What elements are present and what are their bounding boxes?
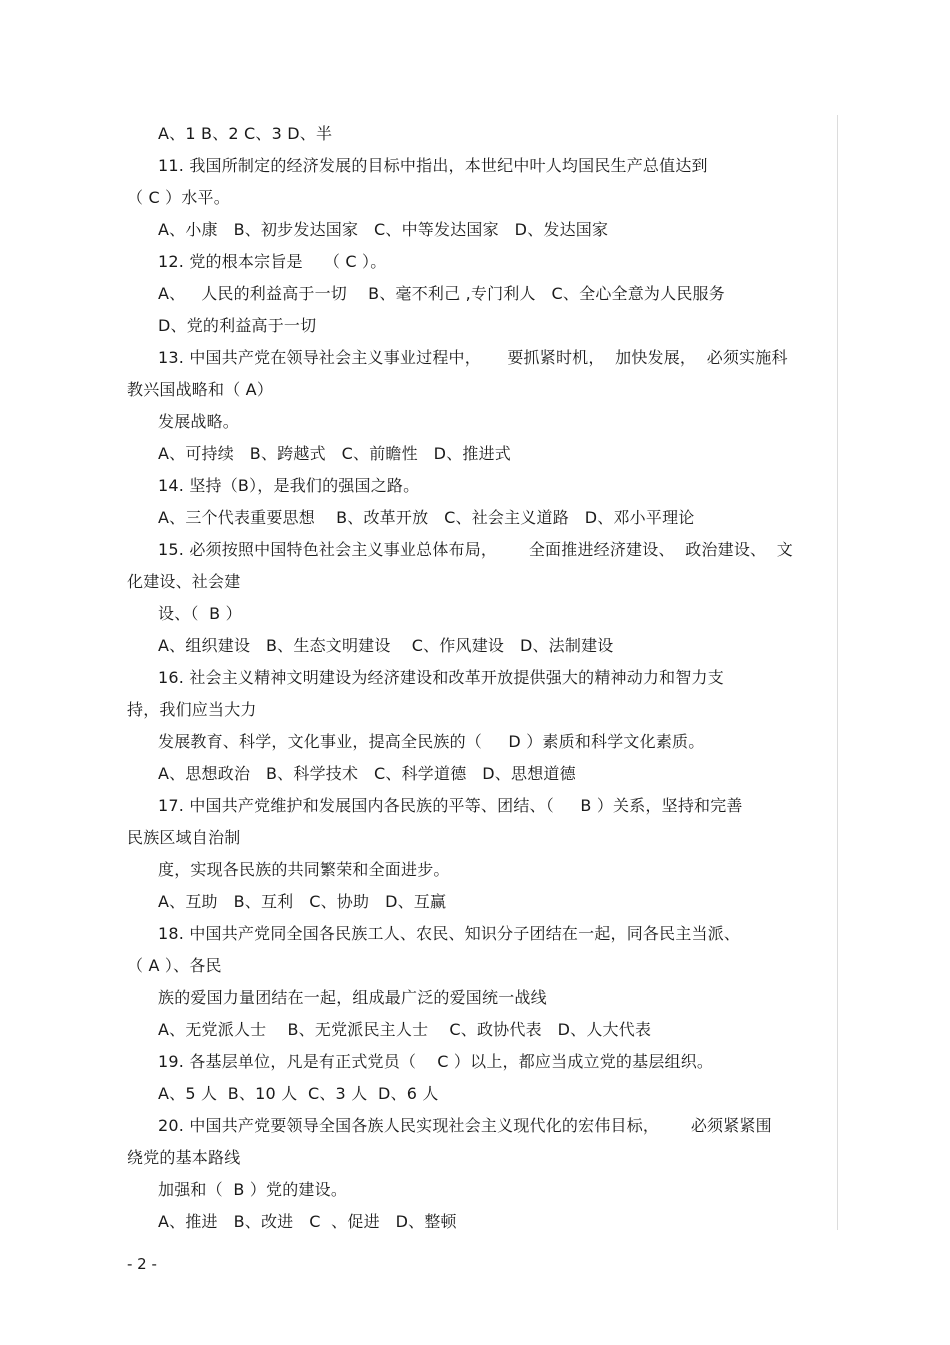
- text-line: A、思想政治 B、科学技术 C、科学道德 D、思想道德: [158, 764, 576, 783]
- text-line: 绕党的基本路线: [127, 1148, 241, 1167]
- text-line: A、推进 B、改进 C 、促进 D、整顿: [158, 1212, 457, 1231]
- text-line: A、5 人 B、10 人 C、3 人 D、6 人: [158, 1084, 439, 1103]
- text-line: 持，我们应当大力: [127, 700, 257, 719]
- text-line: 发展教育、科学，文化事业，提高全民族的（ D ）素质和科学文化素质。: [158, 732, 705, 751]
- text-line: A、1 B、2 C、3 D、半: [158, 124, 333, 143]
- text-line: A、可持续 B、跨越式 C、前瞻性 D、推进式: [158, 444, 511, 463]
- text-line: 17. 中国共产党维护和发展国内各民族的平等、团结、（ B ）关系，坚持和完善: [158, 796, 743, 815]
- text-line: 13. 中国共产党在领导社会主义事业过程中， 要抓紧时机， 加快发展， 必须实施科: [158, 348, 788, 367]
- text-line: 族的爱国力量团结在一起，组成最广泛的爱国统一战线: [158, 988, 547, 1007]
- text-line: D、党的利益高于一切: [158, 316, 317, 335]
- text-line: 加强和（ B ）党的建设。: [158, 1180, 348, 1199]
- text-line: 18. 中国共产党同全国各民族工人、农民、知识分子团结在一起，同各民主当派、: [158, 924, 741, 943]
- text-line: 民族区域自治制: [127, 828, 241, 847]
- text-line: 11. 我国所制定的经济发展的目标中指出，本世纪中叶人均国民生产总值达到: [158, 156, 708, 175]
- text-line: （ C ）水平。: [127, 188, 230, 207]
- text-line: 度，实现各民族的共同繁荣和全面进步。: [158, 860, 450, 879]
- text-line: A、无党派人士 B、无党派民主人士 C、政协代表 D、人大代表: [158, 1020, 652, 1039]
- text-line: 发展战略。: [158, 412, 240, 431]
- text-line: （ A ）、各民: [127, 956, 222, 975]
- text-line: 设、（ B ）: [158, 604, 242, 623]
- text-line: A、互助 B、互利 C、协助 D、互赢: [158, 892, 447, 911]
- text-line: A、小康 B、初步发达国家 C、中等发达国家 D、发达国家: [158, 220, 609, 239]
- text-line: 教兴国战略和（ A）: [127, 380, 274, 399]
- text-line: A、 人民的利益高于一切 B、毫不利己 ,专门利人 C、全心全意为人民服务: [158, 284, 725, 303]
- page-number: - 2 -: [127, 1255, 157, 1273]
- text-line: 12. 党的根本宗旨是 （ C ）。: [158, 252, 387, 271]
- text-line: A、组织建设 B、生态文明建设 C、作风建设 D、法制建设: [158, 636, 614, 655]
- text-line: 14. 坚持（B），是我们的强国之路。: [158, 476, 420, 495]
- text-line: 20. 中国共产党要领导全国各族人民实现社会主义现代化的宏伟目标， 必须紧紧围: [158, 1116, 772, 1135]
- document-body: [0, 118, 950, 1238]
- text-line: 15. 必须按照中国特色社会主义事业总体布局， 全面推进经济建设、 政治建设、 文: [158, 540, 793, 559]
- text-line: 化建设、社会建: [127, 572, 241, 591]
- text-line: 19. 各基层单位，凡是有正式党员（ C ）以上，都应当成立党的基层组织。: [158, 1052, 714, 1071]
- text-line: 16. 社会主义精神文明建设为经济建设和改革开放提供强大的精神动力和智力支: [158, 668, 724, 687]
- text-line: A、三个代表重要思想 B、改革开放 C、社会主义道路 D、邓小平理论: [158, 508, 695, 527]
